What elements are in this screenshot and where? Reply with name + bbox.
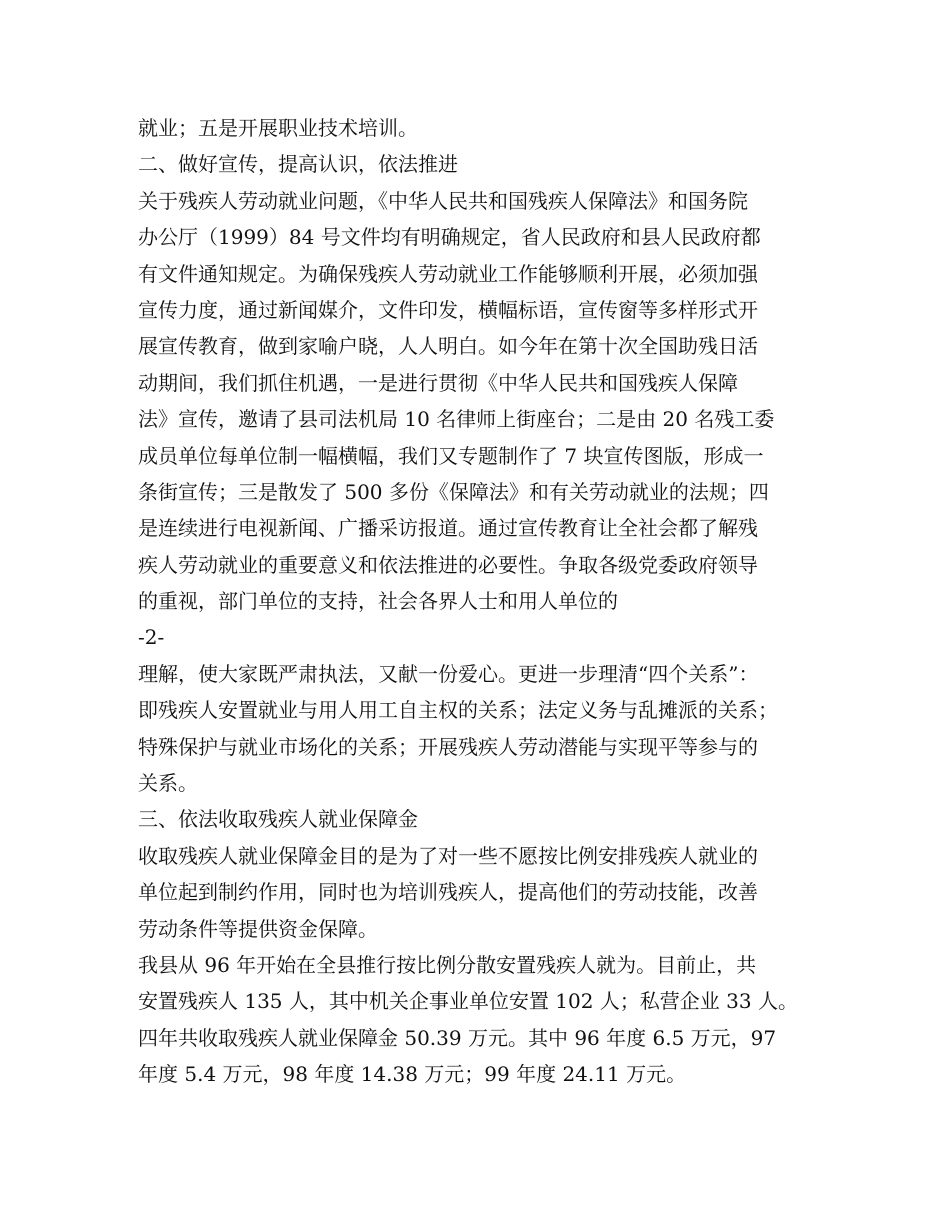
text-line: 条街宣传；三是散发了 500 多份《保障法》和有关劳动就业的法规；四 [138, 479, 769, 504]
text-line: 宣传力度，通过新闻媒介，文件印发，横幅标语，宣传窗等多样形式开 [138, 297, 758, 322]
text-line: 动期间，我们抓住机遇，一是进行贯彻《中华人民共和国残疾人保障 [138, 370, 738, 395]
document-body [138, 110, 818, 1093]
text-line: 理解，使大家既严肃执法，又献一份爱心。更进一步理清“四个关系”： [138, 661, 759, 686]
text-line: 成员单位每单位制一幅横幅，我们又专题制作了 7 块宣传图版，形成一 [138, 443, 764, 468]
text-line: 展宣传教育，做到家喻户晓，人人明白。如今年在第十次全国助残日活 [138, 334, 758, 359]
section-heading: 二、做好宣传，提高认识，依法推进 [138, 152, 458, 177]
text-line: 四年共收取残疾人就业保障金 50.39 万元。其中 96 年度 6.5 万元，97 [138, 1025, 777, 1050]
text-line: 的重视，部门单位的支持，社会各界人士和用人单位的 [138, 589, 618, 614]
text-line: 关于残疾人劳动就业问题，《中华人民共和国残疾人保障法》和国务院 [138, 188, 748, 213]
text-line: 劳动条件等提供资金保障。 [138, 916, 378, 941]
page-number: -2- [138, 625, 165, 650]
text-line: 就业；五是开展职业技术培训。 [138, 116, 418, 140]
text-line: 单位起到制约作用，同时也为培训残疾人，提高他们的劳动技能，改善 [138, 880, 758, 905]
text-line: 特殊保护与就业市场化的关系；开展残疾人劳动潜能与实现平等参与的 [138, 734, 758, 759]
text-line: 是连续进行电视新闻、广播采访报道。通过宣传教育让全社会都了解残 [138, 516, 758, 541]
text-line: 即残疾人安置就业与用人用工自主权的关系；法定义务与乱摊派的关系； [138, 698, 778, 723]
text-line: 办公厅（1999）84 号文件均有明确规定，省人民政府和县人民政府都 [138, 225, 761, 250]
section-heading: 三、依法收取残疾人就业保障金 [138, 807, 418, 832]
text-line: 有文件通知规定。为确保残疾人劳动就业工作能够顺利开展，必须加强 [138, 261, 758, 286]
text-line: 安置残疾人 135 人，其中机关企事业单位安置 102 人；私营企业 33 人。 [138, 989, 798, 1014]
text-line: 法》宣传，邀请了县司法机局 10 名律师上街座台；二是由 20 名残工委 [138, 407, 775, 432]
text-line: 年度 5.4 万元，98 年度 14.38 万元；99 年度 24.11 万元。 [138, 1062, 687, 1087]
text-line: 关系。 [138, 771, 198, 796]
text-line: 疾人劳动就业的重要意义和依法推进的必要性。争取各级党委政府领导 [138, 552, 758, 577]
text-line: 收取残疾人就业保障金目的是为了对一些不愿按比例安排残疾人就业的 [138, 843, 758, 868]
text-line: 我县从 96 年开始在全县推行按比例分散安置残疾人就为。目前止，共 [138, 952, 757, 977]
